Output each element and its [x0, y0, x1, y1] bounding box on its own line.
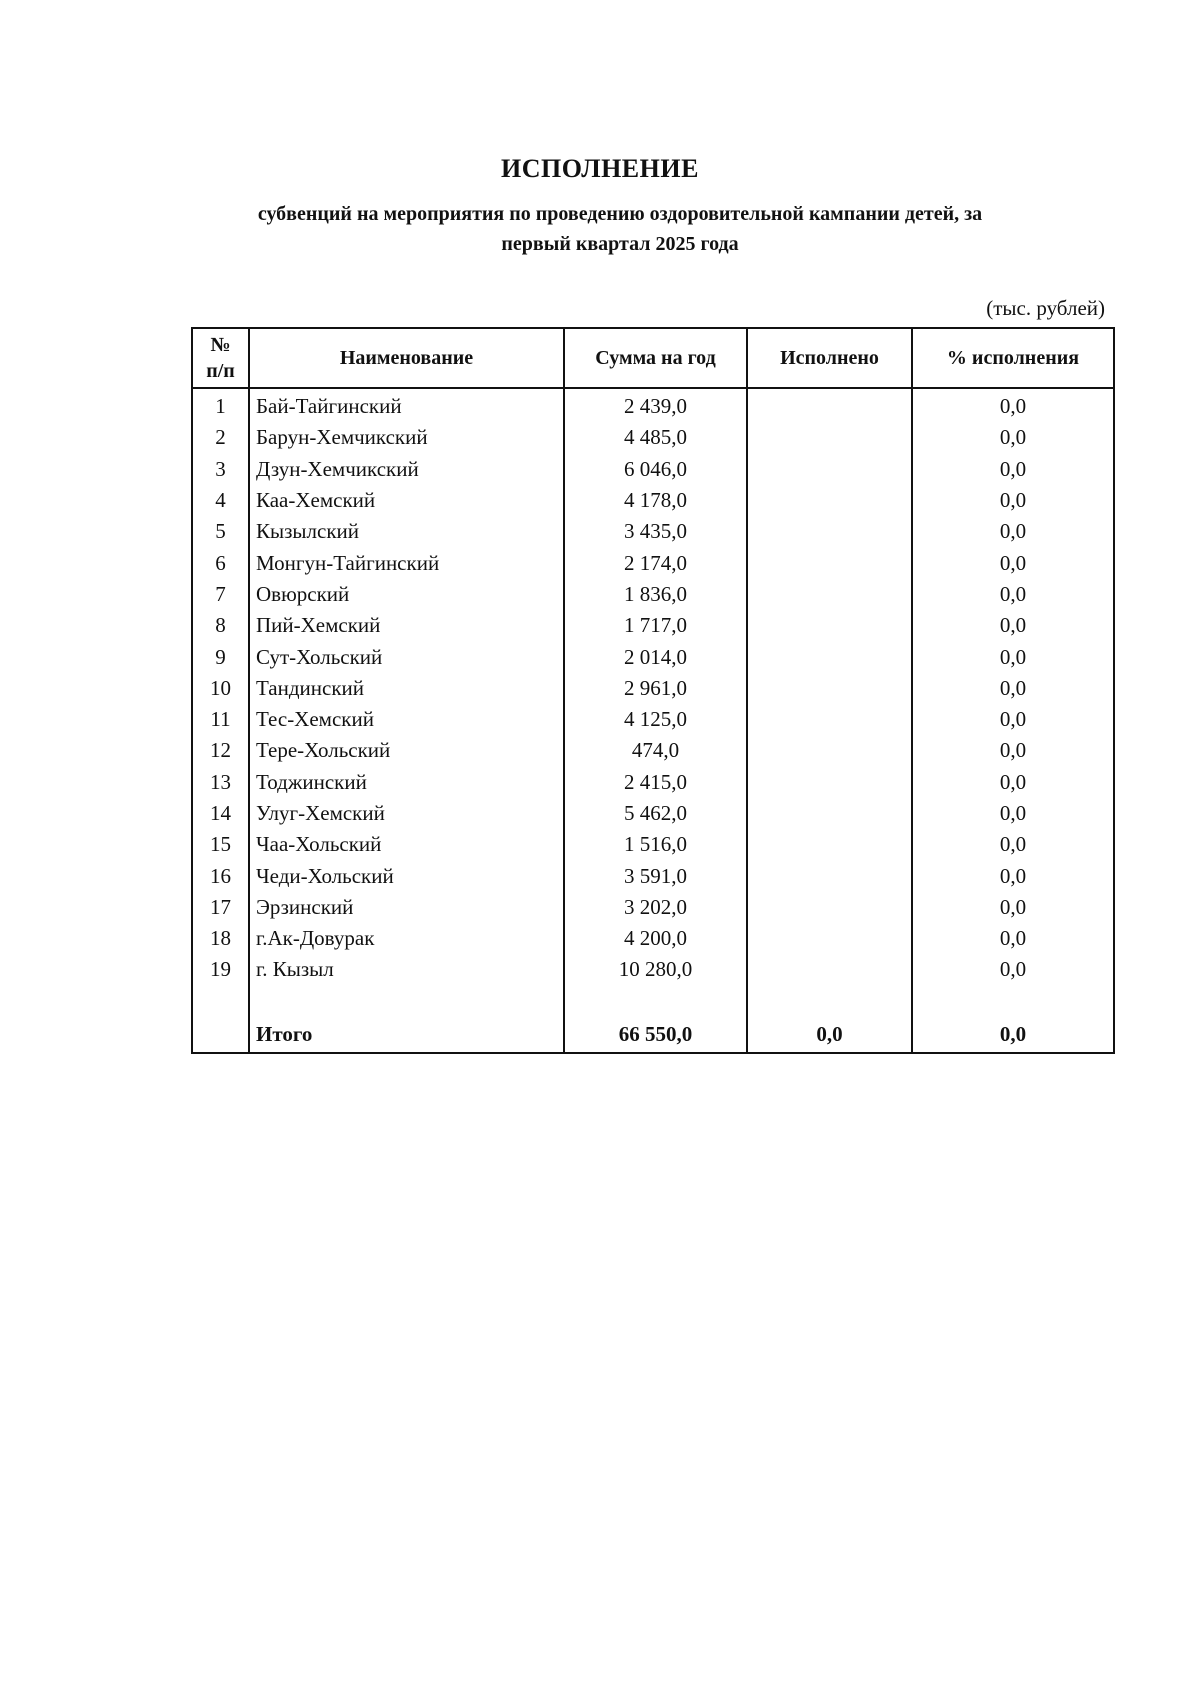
total-label: Итого [249, 1014, 564, 1053]
row-sum: 3 202,0 [564, 892, 747, 923]
subvention-table [191, 327, 1115, 1054]
row-name: Пий-Хемский [249, 610, 564, 641]
row-name: Сут-Хольский [249, 641, 564, 672]
row-percent: 0,0 [912, 388, 1114, 422]
total-done: 0,0 [747, 1014, 912, 1053]
row-sum: 2 961,0 [564, 673, 747, 704]
row-sum: 4 125,0 [564, 704, 747, 735]
row-name: Эрзинский [249, 892, 564, 923]
table-row [192, 641, 1114, 672]
table-total-row [192, 1014, 1114, 1053]
header-done: Исполнено [747, 328, 912, 388]
table-row [192, 547, 1114, 578]
row-percent: 0,0 [912, 610, 1114, 641]
row-done [747, 767, 912, 798]
row-done [747, 422, 912, 453]
header-name: Наименование [249, 328, 564, 388]
row-number: 19 [192, 954, 249, 985]
spacer-cell [249, 986, 564, 1014]
row-number: 15 [192, 829, 249, 860]
row-name: г. Кызыл [249, 954, 564, 985]
row-number: 5 [192, 516, 249, 547]
table-row [192, 454, 1114, 485]
row-percent: 0,0 [912, 641, 1114, 672]
header-sum: Сумма на год [564, 328, 747, 388]
row-done [747, 641, 912, 672]
row-sum: 4 178,0 [564, 485, 747, 516]
spacer-cell [747, 986, 912, 1014]
subtitle-line-2: первый квартал 2025 года [501, 233, 739, 255]
row-percent: 0,0 [912, 923, 1114, 954]
row-percent: 0,0 [912, 547, 1114, 578]
row-percent: 0,0 [912, 704, 1114, 735]
row-done [747, 610, 912, 641]
header-number [192, 328, 249, 388]
row-number: 17 [192, 892, 249, 923]
row-name: Дзун-Хемчикский [249, 454, 564, 485]
row-done [747, 860, 912, 891]
row-number: 6 [192, 547, 249, 578]
row-number: 3 [192, 454, 249, 485]
total-number-cell [192, 1014, 249, 1053]
row-name: Каа-Хемский [249, 485, 564, 516]
page-subtitle [180, 199, 1060, 259]
row-done [747, 547, 912, 578]
header-percent: % исполнения [912, 328, 1114, 388]
row-number: 8 [192, 610, 249, 641]
row-number: 18 [192, 923, 249, 954]
row-number: 13 [192, 767, 249, 798]
table-spacer-row [192, 986, 1114, 1014]
row-done [747, 829, 912, 860]
row-percent: 0,0 [912, 892, 1114, 923]
row-done [747, 704, 912, 735]
row-sum: 4 485,0 [564, 422, 747, 453]
row-number: 11 [192, 704, 249, 735]
page-title: ИСПОЛНЕНИЕ [501, 154, 699, 183]
row-done [747, 388, 912, 422]
row-number: 16 [192, 860, 249, 891]
table-row [192, 735, 1114, 766]
row-percent: 0,0 [912, 954, 1114, 985]
table-row [192, 485, 1114, 516]
row-name: Монгун-Тайгинский [249, 547, 564, 578]
row-percent: 0,0 [912, 516, 1114, 547]
row-sum: 2 439,0 [564, 388, 747, 422]
row-sum: 4 200,0 [564, 923, 747, 954]
row-sum: 1 717,0 [564, 610, 747, 641]
row-name: Чеди-Хольский [249, 860, 564, 891]
row-done [747, 954, 912, 985]
header-number-line-1: № [210, 334, 231, 356]
row-sum: 2 174,0 [564, 547, 747, 578]
row-sum: 1 516,0 [564, 829, 747, 860]
table-row [192, 892, 1114, 923]
row-percent: 0,0 [912, 673, 1114, 704]
row-name: Улуг-Хемский [249, 798, 564, 829]
row-number: 14 [192, 798, 249, 829]
row-sum: 6 046,0 [564, 454, 747, 485]
row-number: 4 [192, 485, 249, 516]
subtitle-line-1: субвенций на мероприятия по проведению оздоровительной кампании детей, за [257, 203, 983, 225]
row-done [747, 923, 912, 954]
row-name: Тере-Хольский [249, 735, 564, 766]
row-name: Барун-Хемчикский [249, 422, 564, 453]
row-percent: 0,0 [912, 767, 1114, 798]
row-name: Кызылский [249, 516, 564, 547]
row-sum: 474,0 [564, 735, 747, 766]
row-percent: 0,0 [912, 579, 1114, 610]
row-number: 7 [192, 579, 249, 610]
row-name: Тоджинский [249, 767, 564, 798]
row-percent: 0,0 [912, 798, 1114, 829]
table-row [192, 422, 1114, 453]
table-row [192, 860, 1114, 891]
row-done [747, 485, 912, 516]
row-done [747, 798, 912, 829]
row-sum: 1 836,0 [564, 579, 747, 610]
header-number-line-2: п/п [206, 360, 235, 382]
table-row [192, 610, 1114, 641]
row-percent: 0,0 [912, 735, 1114, 766]
row-number: 10 [192, 673, 249, 704]
table-row [192, 829, 1114, 860]
row-percent: 0,0 [912, 860, 1114, 891]
row-sum: 5 462,0 [564, 798, 747, 829]
table-row [192, 388, 1114, 422]
row-sum: 3 435,0 [564, 516, 747, 547]
total-percent: 0,0 [912, 1014, 1114, 1053]
spacer-cell [912, 986, 1114, 1014]
row-percent: 0,0 [912, 485, 1114, 516]
table-row [192, 923, 1114, 954]
table-row [192, 954, 1114, 985]
units-note: (тыс. рублей) [986, 296, 1105, 320]
spacer-cell [192, 986, 249, 1014]
row-name: Тандинский [249, 673, 564, 704]
table-row [192, 579, 1114, 610]
row-number: 1 [192, 388, 249, 422]
row-done [747, 735, 912, 766]
row-sum: 3 591,0 [564, 860, 747, 891]
row-done [747, 516, 912, 547]
row-name: г.Ак-Довурак [249, 923, 564, 954]
row-number: 9 [192, 641, 249, 672]
row-name: Тес-Хемский [249, 704, 564, 735]
row-number: 12 [192, 735, 249, 766]
row-done [747, 579, 912, 610]
row-done [747, 892, 912, 923]
table-row [192, 798, 1114, 829]
spacer-cell [564, 986, 747, 1014]
total-sum: 66 550,0 [564, 1014, 747, 1053]
row-percent: 0,0 [912, 829, 1114, 860]
table-row [192, 767, 1114, 798]
row-name: Бай-Тайгинский [249, 388, 564, 422]
table-row [192, 516, 1114, 547]
row-sum: 2 415,0 [564, 767, 747, 798]
row-sum: 10 280,0 [564, 954, 747, 985]
row-name: Чаа-Хольский [249, 829, 564, 860]
row-name: Овюрский [249, 579, 564, 610]
row-done [747, 454, 912, 485]
row-number: 2 [192, 422, 249, 453]
row-sum: 2 014,0 [564, 641, 747, 672]
table-row [192, 704, 1114, 735]
row-percent: 0,0 [912, 454, 1114, 485]
row-done [747, 673, 912, 704]
table-header-row [192, 328, 1114, 388]
table-body [192, 388, 1114, 1053]
table-row [192, 673, 1114, 704]
row-percent: 0,0 [912, 422, 1114, 453]
